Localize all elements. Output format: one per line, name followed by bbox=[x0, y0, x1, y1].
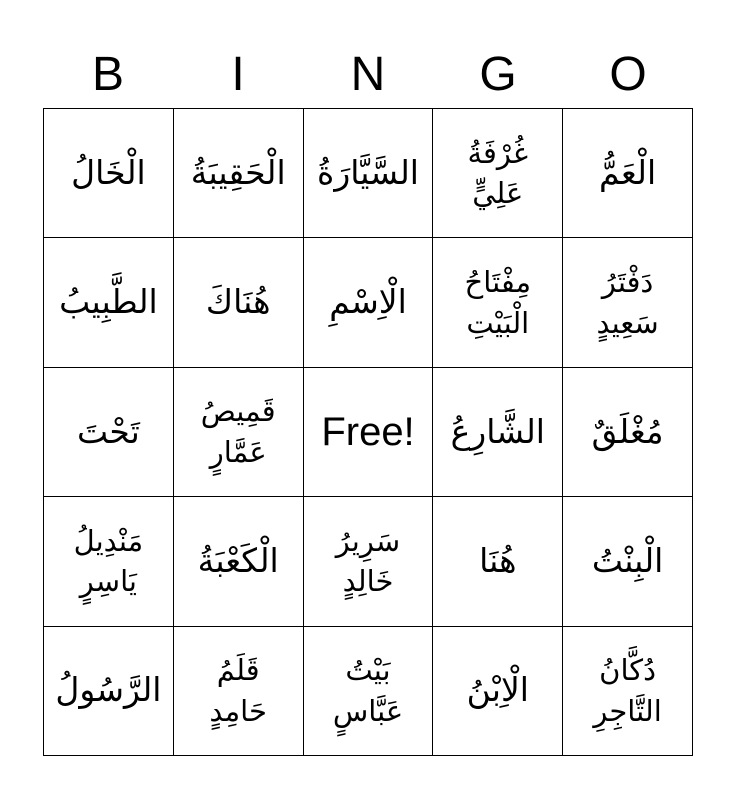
bingo-cell-r5-c2[interactable] bbox=[174, 627, 304, 756]
bingo-cell-r5-c3[interactable] bbox=[304, 627, 434, 756]
cell-text: السَّيَّارَةُ bbox=[317, 152, 419, 192]
cell-text: مِفْتَاحُ الْبَيْتِ bbox=[464, 265, 532, 340]
cell-text: قَلَمُ حَامِدٍ bbox=[209, 653, 267, 728]
cell-text: الْاِبْنُ bbox=[466, 670, 529, 710]
header-letter-i: I bbox=[231, 48, 245, 101]
cell-text: الْبِنْتُ bbox=[591, 540, 664, 580]
bingo-cell-r1-c3[interactable] bbox=[304, 109, 434, 238]
bingo-cell-r1-c4[interactable] bbox=[433, 109, 563, 238]
header-letter-g: G bbox=[479, 48, 517, 101]
cell-text: قَمِيصُ عَمَّارٍ bbox=[200, 394, 276, 469]
bingo-cell-r3-c4[interactable] bbox=[433, 368, 563, 497]
cell-text: مُغْلَقٌ bbox=[591, 411, 664, 451]
bingo-cell-r1-c1[interactable] bbox=[44, 109, 174, 238]
cell-text: دَفْتَرُ سَعِيدٍ bbox=[596, 265, 659, 340]
bingo-cell-r5-c1[interactable] bbox=[44, 627, 174, 756]
cell-text: الْكَعْبَةُ bbox=[197, 540, 279, 580]
free-space-label: Free! bbox=[321, 409, 415, 454]
cell-text: سَرِيرُ خَالِدٍ bbox=[335, 523, 401, 599]
cell-text: الْعَمُّ bbox=[599, 152, 657, 192]
bingo-cell-r3-c5[interactable] bbox=[563, 368, 693, 497]
cell-text: غُرْفَةُ عَلِيٍّ bbox=[467, 135, 529, 211]
header-letter-n: N bbox=[350, 48, 386, 101]
bingo-cell-free[interactable] bbox=[304, 368, 434, 497]
bingo-cell-r4-c3[interactable] bbox=[304, 497, 434, 626]
cell-text: هُنَاكَ bbox=[205, 282, 271, 322]
bingo-cell-r4-c2[interactable] bbox=[174, 497, 304, 626]
header-letter-o: O bbox=[609, 48, 647, 101]
bingo-cell-r2-c5[interactable] bbox=[563, 238, 693, 367]
bingo-cell-r4-c4[interactable] bbox=[433, 497, 563, 626]
bingo-cell-r2-c2[interactable] bbox=[174, 238, 304, 367]
bingo-cell-r3-c1[interactable] bbox=[44, 368, 174, 497]
cell-text: الْحَقِيبَةُ bbox=[190, 152, 286, 192]
bingo-cell-r4-c5[interactable] bbox=[563, 497, 693, 626]
bingo-cell-r2-c4[interactable] bbox=[433, 238, 563, 367]
cell-text: هُنَا bbox=[479, 540, 517, 580]
cell-text: بَيْتُ عَبَّاسٍ bbox=[332, 653, 404, 728]
bingo-cell-r1-c5[interactable] bbox=[563, 109, 693, 238]
cell-text: الْخَالُ bbox=[71, 152, 146, 192]
bingo-header bbox=[43, 45, 693, 105]
cell-text: الْاِسْمِ bbox=[329, 282, 407, 322]
bingo-cell-r4-c1[interactable] bbox=[44, 497, 174, 626]
bingo-board bbox=[43, 108, 693, 756]
bingo-cell-r2-c1[interactable] bbox=[44, 238, 174, 367]
cell-text: دُكَّانُ التَّاجِرِ bbox=[593, 653, 662, 728]
bingo-cell-r5-c4[interactable] bbox=[433, 627, 563, 756]
bingo-cell-r2-c3[interactable] bbox=[304, 238, 434, 367]
bingo-cell-r3-c2[interactable] bbox=[174, 368, 304, 497]
header-letter-b: B bbox=[91, 48, 124, 101]
bingo-cell-r1-c2[interactable] bbox=[174, 109, 304, 238]
cell-text: الرَّسُولُ bbox=[55, 670, 162, 710]
cell-text: تَحْتَ bbox=[76, 411, 140, 451]
bingo-cell-r5-c5[interactable] bbox=[563, 627, 693, 756]
cell-text: الطَّبِيبُ bbox=[59, 282, 158, 322]
cell-text: الشَّارِعُ bbox=[450, 411, 545, 451]
cell-text: مَنْدِيلُ يَاسِرٍ bbox=[73, 523, 144, 599]
